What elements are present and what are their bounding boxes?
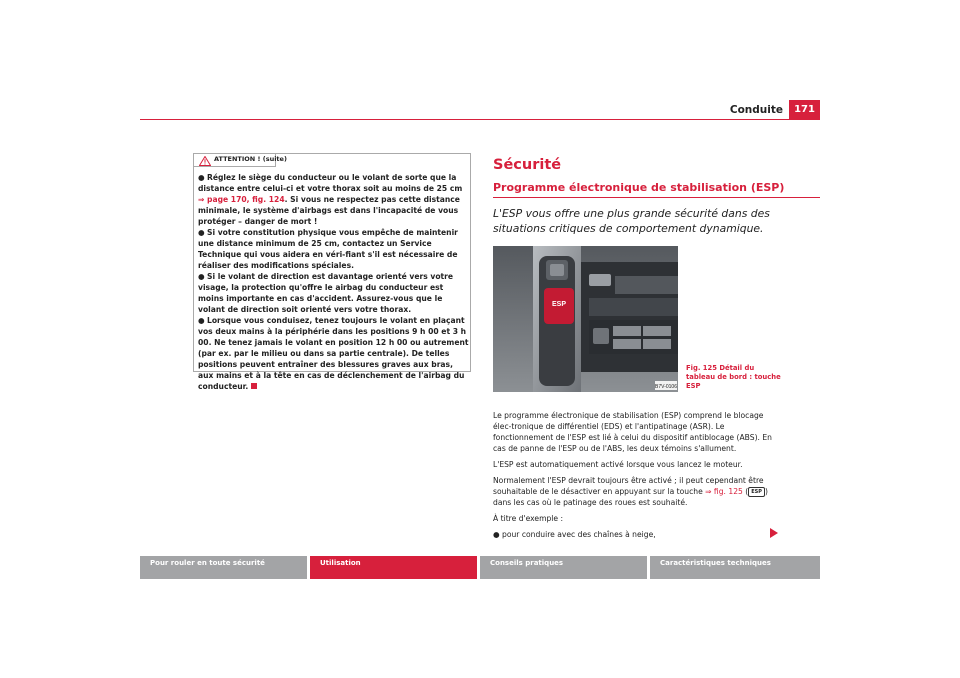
paragraph: À titre d'exemple :	[493, 514, 564, 523]
page-reference-link[interactable]: ⇒ page 170, fig. 124	[198, 195, 285, 204]
figure-caption: Fig. 125 Détail du tableau de bord : touche ESP	[686, 364, 781, 390]
warning-text	[198, 172, 470, 392]
warning-item: ● Réglez le siège du conducteur ou le volant de sorte que la distance entre celui-ci et votre thorax soit au moins de 25 cm ⇒ page 170, fig. 124. Si vous ne respectez pas cette distance minimale, le système d'airbags est dans l'incapacité de vous protéger – danger de mort !	[198, 173, 463, 226]
section-title: Sécurité	[493, 157, 562, 173]
warning-box	[193, 153, 471, 391]
bullet-item: ● pour conduire avec des chaînes à neige,	[493, 530, 656, 539]
esp-button-label: ESP	[551, 301, 567, 308]
footer-tab-conseils[interactable]: Conseils pratiques	[480, 556, 647, 579]
header-rule	[140, 119, 820, 120]
image-code: B7V-0106	[655, 384, 677, 390]
intro-text: L'ESP vous offre une plus grande sécurité dans des situations critiques de comportement dynamique.	[493, 207, 770, 235]
paragraph: Le programme électronique de stabilisation (ESP) comprend le blocage élec-tronique de différentiel (EDS) et l'antipatinage (ASR). Le fonctionnement de l'ESP est lié à celui du dispositif antiblocage (ABS). En cas de panne de l'ESP ou de l'ABS, les deux témoins s'allument.	[493, 411, 772, 453]
esp-key-icon: ESP	[748, 487, 765, 497]
subsection-title: Programme électronique de stabilisation (ESP)	[493, 181, 820, 198]
body-text	[493, 410, 778, 545]
warning-label: ATTENTION ! (suite)	[214, 155, 287, 163]
page-number: 171	[789, 100, 820, 119]
warning-triangle-icon	[199, 156, 211, 166]
dashboard-photo	[493, 246, 678, 392]
end-marker-icon	[251, 383, 257, 389]
warning-item: ● Si votre constitution physique vous empêche de maintenir une distance minimum de 25 cm, contactez un Service Technique qui vous aidera en véri-fiant s'il est nécessaire de réaliser des modifications spéciales.	[198, 228, 458, 270]
running-header-title: Conduite	[729, 104, 783, 116]
footer-tab-securite[interactable]: Pour rouler en toute sécurité	[140, 556, 307, 579]
figure-reference-link[interactable]: ⇒ fig. 125	[705, 487, 743, 496]
warning-item: ● Si le volant de direction est davantage orienté vers votre visage, la protection qu'offre le airbag du conducteur est moins importante en cas d'accident. Assurez-vous que le volant de direction soit orienté vers votre thorax.	[198, 272, 454, 314]
footer-tab-caracteristiques[interactable]: Caractéristiques techniques	[650, 556, 820, 579]
warning-tab	[194, 154, 287, 167]
esp-dashboard-illustration	[493, 246, 678, 392]
footer-tab-utilisation[interactable]: Utilisation	[310, 556, 477, 579]
warning-item: ● Lorsque vous conduisez, tenez toujours le volant en plaçant vos deux mains à la périphérie dans les positions 9 h 00 et 3 h 00. Ne tenez jamais le volant en position 12 h 00 ou autrement (par ex. par le milieu ou dans sa partie centrale). De telles positions peuvent entraîner des blessures graves aux bras, aux mains et à la tête en cas de déclenchement de l'airbag du conducteur.	[198, 316, 469, 391]
next-page-arrow-icon[interactable]	[770, 528, 778, 538]
paragraph: L'ESP est automatiquement activé lorsque vous lancez le moteur.	[493, 460, 743, 469]
paragraph: Normalement l'ESP devrait toujours être activé ; il peut cependant être souhaitable de le désactiver en appuyant sur la touche ⇒ fig. 125 ( ESP ) dans les cas où le patinage des roues est souhaité.	[493, 476, 768, 507]
